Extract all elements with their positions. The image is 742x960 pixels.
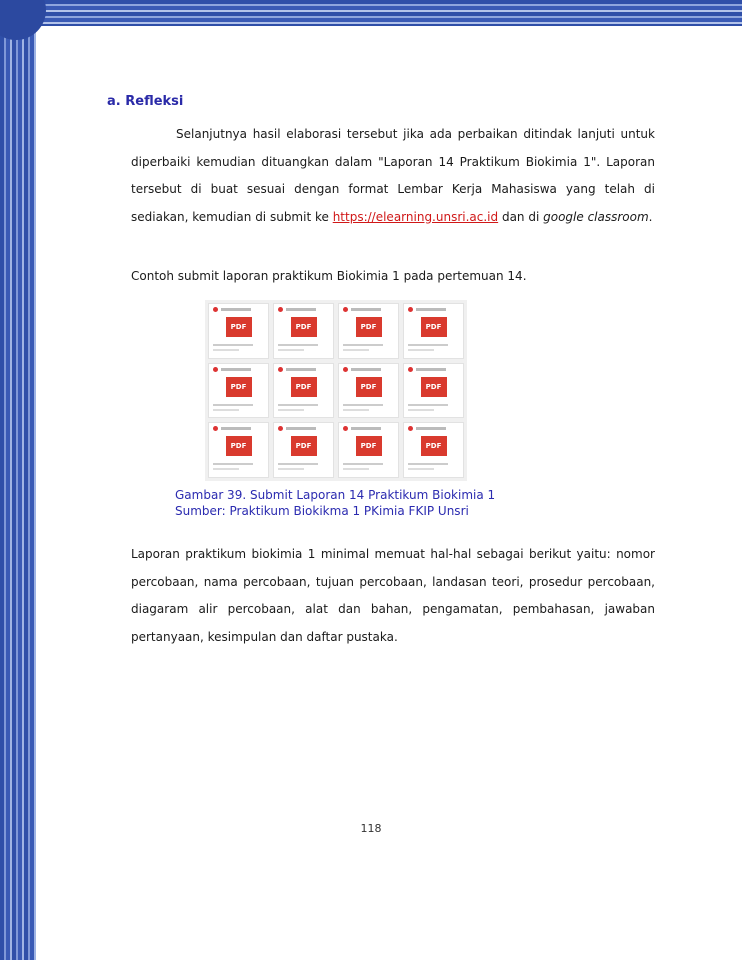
pdf-thumbnail bbox=[338, 363, 399, 419]
pdf-thumbnail bbox=[403, 422, 464, 478]
pdf-icon: PDF bbox=[421, 377, 447, 397]
pdf-thumbnail bbox=[273, 303, 334, 359]
pdf-icon: PDF bbox=[421, 317, 447, 337]
pdf-icon: PDF bbox=[291, 436, 317, 456]
paragraph-report-contents: Laporan praktikum biokimia 1 minimal memuat hal-hal sebagai berikut yaitu: nomor percobaan, nama percobaan, tujuan percobaan, landasan teori, prosedur percobaan, diagaram alir percobaan, alat dan bahan, pengamatan, pembahasan, jawaban pertanyaan, kesimpulan dan daftar pustaka. bbox=[131, 547, 655, 644]
paragraph-text: Selanjutnya hasil elaborasi tersebut jika ada perbaikan ditindak lanjuti untuk diperbaiki kemudian dituangkan dalam "Laporan 14 Praktikum Biokimia 1". Laporan tersebut di buat sesuai dengan format Lembar Kerja Mahasiswa yang telah di sediakan, kemudian di submit ke bbox=[131, 127, 655, 224]
pdf-thumbnail bbox=[338, 422, 399, 478]
paragraph-text: . bbox=[648, 209, 653, 224]
pdf-icon: PDF bbox=[356, 377, 382, 397]
corner-ornament bbox=[0, 0, 46, 40]
pdf-icon: PDF bbox=[291, 377, 317, 397]
pdf-thumbnail bbox=[403, 363, 464, 419]
pdf-icon: PDF bbox=[356, 436, 382, 456]
pdf-icon: PDF bbox=[356, 317, 382, 337]
pdf-thumbnail bbox=[273, 422, 334, 478]
figure-caption bbox=[175, 487, 495, 519]
pdf-icon: PDF bbox=[226, 317, 252, 337]
google-classroom-text: google classroom bbox=[543, 209, 649, 224]
pdf-icon: PDF bbox=[226, 377, 252, 397]
caption-title: Gambar 39. Submit Laporan 14 Praktikum Biokimia 1 bbox=[175, 488, 496, 502]
pdf-thumbnail bbox=[338, 303, 399, 359]
section-heading: a. Refleksi bbox=[107, 94, 184, 109]
pdf-icon: PDF bbox=[291, 317, 317, 337]
pdf-thumbnail bbox=[403, 303, 464, 359]
pdf-thumbnail bbox=[208, 363, 269, 419]
left-border bbox=[0, 0, 36, 960]
submission-screenshot bbox=[205, 300, 467, 481]
top-border bbox=[0, 0, 742, 26]
pdf-icon: PDF bbox=[226, 436, 252, 456]
paragraph-example: Contoh submit laporan praktikum Biokimia 1 pada pertemuan 14. bbox=[131, 269, 527, 283]
paragraph-text: dan di bbox=[498, 209, 544, 224]
pdf-thumbnail bbox=[273, 363, 334, 419]
paragraph-elaboration bbox=[131, 121, 655, 231]
pdf-icon: PDF bbox=[421, 436, 447, 456]
caption-source: Sumber: Praktikum Biokikma 1 PKimia FKIP Unsri bbox=[175, 504, 469, 518]
pdf-thumbnail bbox=[208, 303, 269, 359]
elearning-link[interactable]: https://elearning.unsri.ac.id bbox=[332, 209, 499, 224]
pdf-thumbnail bbox=[208, 422, 269, 478]
page-number: 118 bbox=[360, 822, 382, 835]
